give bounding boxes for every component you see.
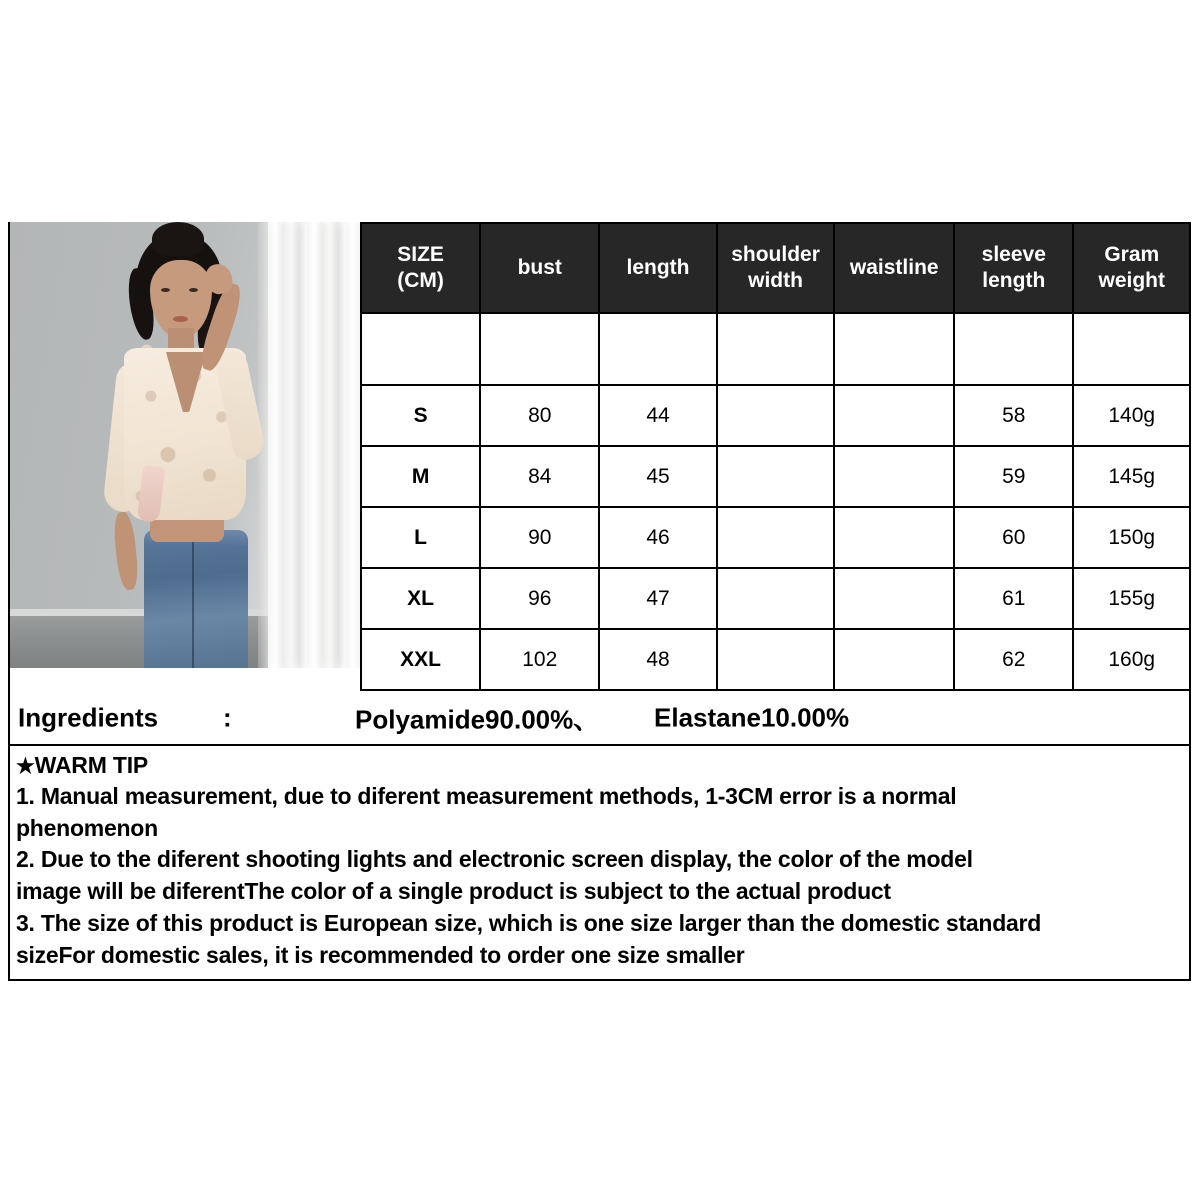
cell-size: S xyxy=(361,385,480,446)
cell-size: XL xyxy=(361,568,480,629)
column-header-gram-weight xyxy=(1073,223,1190,313)
cell-bust: 90 xyxy=(480,507,599,568)
table-row xyxy=(361,568,1190,629)
table-row xyxy=(361,629,1190,690)
warm-tip-title-text: WARM TIP xyxy=(34,752,149,778)
table-row xyxy=(361,385,1190,446)
cell-sleeve-length: 61 xyxy=(954,568,1073,629)
warm-tip-line: phenomenon xyxy=(16,814,158,841)
cell-shoulder-width xyxy=(717,507,835,568)
ingredients-colon: : xyxy=(223,702,232,732)
cell-gram-weight xyxy=(1073,313,1190,385)
cell-shoulder-width xyxy=(717,568,835,629)
warm-tip-line: 2. Due to the diferent shooting lights and electronic screen display, the color of the model xyxy=(16,846,973,873)
cell-bust xyxy=(480,313,599,385)
photo-arm-left xyxy=(112,511,140,591)
column-header-size-line1: SIZE xyxy=(397,242,444,266)
photo-jeans-seam xyxy=(192,542,194,668)
warm-tip-block xyxy=(8,746,1191,981)
cell-bust: 96 xyxy=(480,568,599,629)
warm-tip-title xyxy=(16,750,1183,781)
column-header-gram-line1: Gram xyxy=(1104,242,1160,266)
ingredients-row xyxy=(8,691,1191,746)
cell-bust: 84 xyxy=(480,446,599,507)
cell-shoulder-width xyxy=(717,313,835,385)
photo-eye-right xyxy=(189,288,198,292)
column-header-sleeve-length xyxy=(954,223,1073,313)
ingredients-material-1: Polyamide90.00%、 xyxy=(355,704,600,734)
column-header-shoulder-line2: width xyxy=(748,269,803,292)
table-row xyxy=(361,313,1190,385)
warm-tip-line: image will be diferentThe color of a single product is subject to the actual product xyxy=(16,878,891,905)
column-header-length-line1: length xyxy=(626,255,690,279)
cell-waistline xyxy=(834,385,954,446)
cell-waistline xyxy=(834,446,954,507)
column-header-size-line2: (CM) xyxy=(397,269,444,292)
cell-shoulder-width xyxy=(717,385,835,446)
cell-sleeve-length: 59 xyxy=(954,446,1073,507)
ingredients-label: Ingredients xyxy=(18,702,159,732)
cell-size: M xyxy=(361,446,480,507)
photo-hair-bun xyxy=(152,222,204,256)
cell-gram-weight: 155g xyxy=(1073,568,1190,629)
cell-length xyxy=(599,313,716,385)
cell-waistline xyxy=(834,568,954,629)
column-header-shoulder-line1: shoulder xyxy=(731,242,820,266)
column-header-gram-line2: weight xyxy=(1098,269,1165,292)
photo-model-figure xyxy=(88,230,288,668)
cell-waistline xyxy=(834,507,954,568)
photo-and-table-row xyxy=(8,222,1191,691)
cell-sleeve-length: 58 xyxy=(954,385,1073,446)
cell-length: 47 xyxy=(599,568,716,629)
column-header-size xyxy=(361,223,480,313)
cell-length: 46 xyxy=(599,507,716,568)
column-header-length xyxy=(599,223,716,313)
column-header-bust-line1: bust xyxy=(517,255,562,279)
size-measurement-table xyxy=(360,222,1191,691)
cell-length: 48 xyxy=(599,629,716,690)
ingredients-material-2: Elastane10.00% xyxy=(654,702,850,732)
cell-length: 44 xyxy=(599,385,716,446)
cell-gram-weight: 150g xyxy=(1073,507,1190,568)
content-block xyxy=(8,222,1191,981)
cell-bust: 80 xyxy=(480,385,599,446)
cell-gram-weight: 145g xyxy=(1073,446,1190,507)
cell-size: L xyxy=(361,507,480,568)
cell-size: XXL xyxy=(361,629,480,690)
column-header-waistline-line1: waistline xyxy=(849,255,939,279)
column-header-shoulder-width xyxy=(717,223,835,313)
photo-eye-left xyxy=(161,288,170,292)
table-header-row xyxy=(361,223,1190,313)
cell-bust: 102 xyxy=(480,629,599,690)
column-header-sleeve-line2: length xyxy=(982,269,1046,292)
cell-shoulder-width xyxy=(717,629,835,690)
cell-sleeve-length: 62 xyxy=(954,629,1073,690)
cell-sleeve-length xyxy=(954,313,1073,385)
cell-waistline xyxy=(834,313,954,385)
table-row xyxy=(361,446,1190,507)
cell-size xyxy=(361,313,480,385)
cell-sleeve-length: 60 xyxy=(954,507,1073,568)
cell-shoulder-width xyxy=(717,446,835,507)
cell-waistline xyxy=(834,629,954,690)
column-header-sleeve-line1: sleeve xyxy=(981,242,1046,266)
column-header-bust xyxy=(480,223,599,313)
product-photo xyxy=(10,222,360,668)
warm-tip-line: sizeFor domestic sales, it is recommended to order one size smaller xyxy=(16,941,745,968)
star-icon: ★ xyxy=(16,755,35,778)
photo-jeans xyxy=(144,530,248,668)
cell-gram-weight: 160g xyxy=(1073,629,1190,690)
cell-gram-weight: 140g xyxy=(1073,385,1190,446)
cell-length: 45 xyxy=(599,446,716,507)
column-header-waistline xyxy=(834,223,954,313)
warm-tip-line: 1. Manual measurement, due to diferent measurement methods, 1-3CM error is a normal xyxy=(16,782,957,809)
warm-tip-line: 3. The size of this product is European size, which is one size larger than the domestic standard xyxy=(16,909,1042,936)
table-row xyxy=(361,507,1190,568)
photo-lips xyxy=(173,316,188,322)
